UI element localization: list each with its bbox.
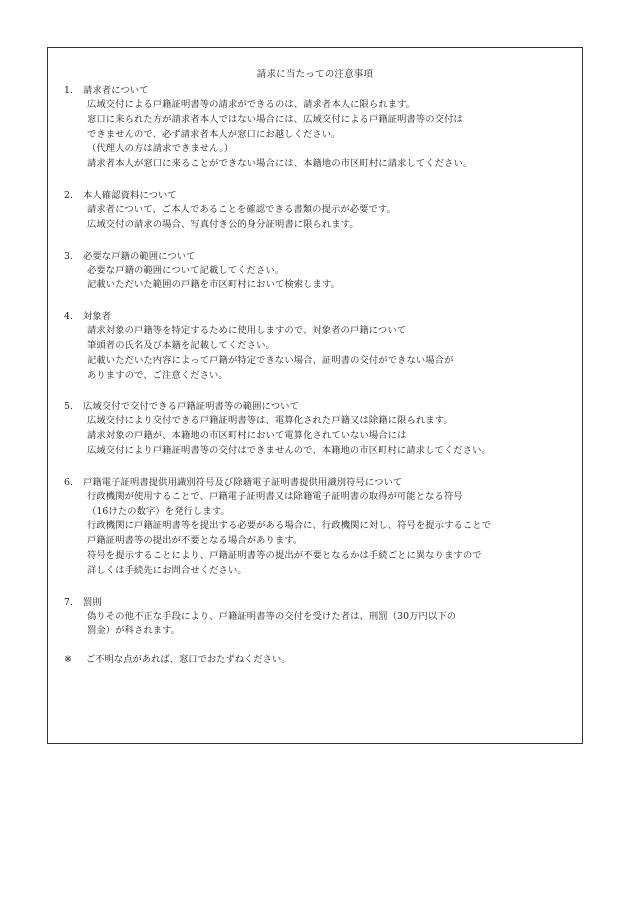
document-title: 請求に当たっての注意事項 — [256, 69, 374, 80]
section-heading — [64, 400, 579, 414]
section-number: 7. — [64, 596, 74, 608]
section-text: 請求者について、ご本人であることを確認できる書類の提示が必要です。 — [87, 203, 396, 215]
section-penalty — [64, 596, 579, 640]
section-text: 偽りその他不正な手段により、戸籍証明書等の交付を受けた者は、刑罰（30万円以下の — [87, 610, 457, 622]
section-title: 戸籍電子証明書提供用識別符号及び除籍電子証明書提供用識別符号について — [83, 476, 403, 488]
section-text: 請求対象の戸籍が、本籍地の市区町村において電算化されていない場合には — [87, 430, 407, 442]
section-title: 必要な戸籍の範囲について — [83, 250, 196, 262]
section-text: 記載いただいた範囲の戸籍を市区町村において検索します。 — [87, 279, 340, 291]
section-identification-code — [64, 476, 579, 579]
section-text: ありますので、ご注意ください。 — [87, 369, 228, 381]
notice-frame — [47, 47, 583, 744]
section-text: 行政機関に戸籍証明書等を提出する必要がある場合に、行政機関に対し、符号を提示することで — [87, 520, 492, 532]
section-subject-person — [64, 310, 579, 383]
section-number: 5. — [64, 401, 74, 413]
section-text: 罰金）が科されます。 — [87, 625, 181, 637]
section-text: 窓口に来られた方が請求者本人ではない場合には、広域交付による戸籍証明書等の交付は — [87, 113, 463, 125]
section-text: 広域交付により交付できる戸籍証明書等は、電算化された戸籍又は除籍に限られます。 — [87, 415, 453, 427]
section-text: （16けたの数字）を発行します。 — [87, 505, 230, 517]
section-text: （代理人の方は請求できません。） — [87, 143, 234, 155]
section-heading — [64, 189, 579, 203]
section-text: 戸籍証明書等の提出が不要となる場合があります。 — [87, 535, 303, 547]
section-text: 必要な戸籍の範囲について記載してください。 — [87, 264, 285, 276]
section-text: 広域交付の請求の場合、写真付き公的身分証明書に限られます。 — [87, 218, 359, 230]
asterisk-mark: ※ — [64, 654, 72, 666]
section-title: 請求者について — [83, 85, 149, 96]
section-text: 広域交付による戸籍証明書等の請求ができるのは、請求者本人に限られます。 — [87, 99, 416, 110]
section-title: 罰則 — [83, 596, 102, 608]
section-number: 3. — [64, 250, 74, 262]
section-heading — [64, 476, 579, 490]
section-text: 詳しくは手続先にお問合せください。 — [87, 564, 247, 576]
section-number: 2. — [64, 189, 74, 201]
closing-note — [64, 653, 579, 667]
section-text: できませんので、必ず請求者本人が窓口にお越しください。 — [87, 128, 341, 140]
section-registry-scope — [64, 250, 579, 294]
section-list — [64, 84, 579, 667]
section-title: 本人確認資料について — [83, 189, 177, 201]
section-heading — [64, 596, 579, 610]
section-title: 広域交付で交付できる戸籍証明書等の範囲について — [83, 401, 299, 413]
section-text: 筆頭者の氏名及び本籍を記載してください。 — [87, 339, 275, 351]
section-text: 行政機関が使用することで、戸籍電子証明書又は除籍電子証明書の取得が可能となる符号 — [87, 490, 463, 502]
section-requester — [64, 84, 579, 172]
section-number: 4. — [64, 311, 74, 323]
section-number: 1. — [64, 85, 74, 96]
closing-note-text: ご不明な点があれば、窓口でおたずねください。 — [86, 654, 291, 666]
section-text: 請求対象の戸籍等を特定するために使用しますので、対象者の戸籍について — [87, 325, 407, 337]
section-title: 対象者 — [83, 311, 112, 323]
section-text: 広域交付により戸籍証明書等の交付はできませんので、本籍地の市区町村に請求してください。 — [87, 444, 491, 456]
section-issuable-range — [64, 400, 579, 458]
section-text: 記載いただいた内容によって戸籍が特定できない場合、証明書の交付ができない場合が — [87, 354, 454, 366]
section-text: 符号を提示することにより、戸籍証明書等の提出が不要となるかは手続ごとに異なりますので — [87, 549, 482, 561]
section-heading — [64, 250, 579, 264]
section-heading — [64, 310, 579, 324]
section-identity-documents — [64, 189, 579, 233]
section-text: 請求者本人が窓口に来ることができない場合には、本籍地の市区町村に請求してください。 — [87, 158, 473, 170]
section-heading — [64, 84, 579, 98]
section-number: 6. — [64, 476, 74, 488]
